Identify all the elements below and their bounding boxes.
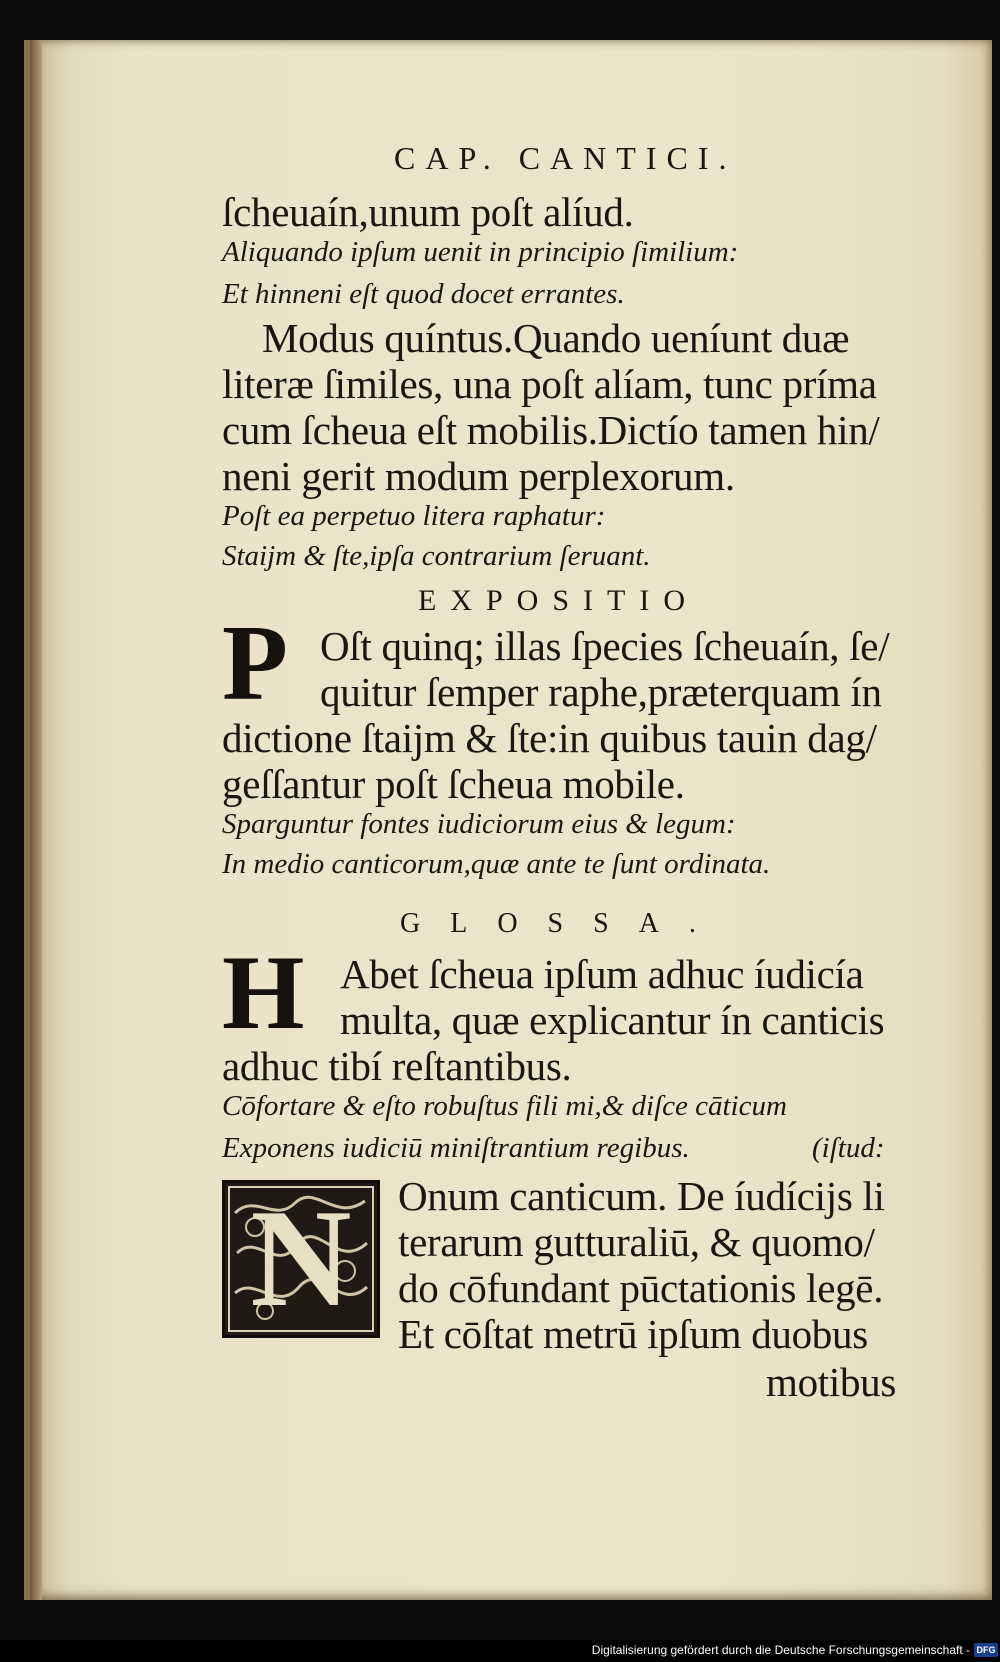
text-line: multa, quæ explicantur ín canticis [340, 997, 885, 1043]
funding-credit: Digitalisierung gefördert durch die Deutsche Forschungsgemeinschaft - [591, 1643, 970, 1657]
text-line: dictione ſtaijm & ſte:in quibus tauin dag/ [222, 715, 877, 761]
catchword: motibus [766, 1359, 897, 1405]
page-gutter [30, 40, 42, 1600]
text-line: literæ ſimiles, una poſt alíam, tunc príma [222, 361, 877, 407]
verse-line: Sparguntur fontes iudiciorum eius & legum: [222, 808, 736, 840]
text-line: neni gerit modum perplexorum. [222, 453, 735, 499]
text-line: Modus quíntus.Quando ueníunt duæ [262, 315, 850, 361]
verse-line: Poſt ea perpetuo litera raphatur: [222, 500, 606, 532]
running-head: CAP. CANTICI. [394, 140, 737, 176]
text-line: do cōfundant pūctationis legē. [398, 1265, 884, 1311]
section-heading: EXPOSITIO [418, 584, 699, 617]
verse-line: Et hinneni eſt quod docet errantes. [222, 278, 625, 310]
text-line: Oſt quinq; illas ſpecies ſcheuaín, ſe/ [320, 623, 890, 669]
verse-line: Exponens iudiciū miniſtrantium regibus. [222, 1132, 690, 1164]
verse-line: In medio canticorum,quæ ante te ſunt ordinata. [222, 848, 771, 880]
section-heading: GLOSSA. [400, 908, 726, 939]
woodcut-initial [222, 1180, 380, 1338]
dfg-logo-icon: DFG [974, 1643, 998, 1657]
footer-bar [0, 1640, 1000, 1662]
text-line: quitur ſemper raphe,præterquam ín [320, 669, 882, 715]
drop-capital: H [222, 934, 305, 1051]
text-line: Abet ſcheua ipſum adhuc íudicía [340, 951, 864, 997]
drop-capital: P [222, 604, 288, 723]
text-line: Et cōſtat metrū ipſum duobus [398, 1311, 868, 1357]
text-line: cum ſcheua eſt mobilis.Dictío tamen hin/ [222, 407, 880, 453]
text-line: geſſantur poſt ſcheua mobile. [222, 761, 685, 807]
text-line: adhuc tibí reſtantibus. [222, 1043, 572, 1089]
verse-line: Cōfortare & eſto robuſtus fili mi,& diſce cāticum [222, 1090, 787, 1122]
verse-line: Staijm & ſte,ipſa contrarium ſeruant. [222, 540, 651, 572]
verse-line: (iſtud: [812, 1132, 885, 1164]
text-line: Onum canticum. De íudícijs li [398, 1173, 885, 1219]
text-line: terarum gutturaliū, & quomo/ [398, 1219, 875, 1265]
verse-line: Aliquando ipſum uenit in principio ſimilium: [222, 236, 739, 268]
text-line: ſcheuaín,unum poſt alíud. [222, 189, 634, 235]
woodcut-letter: N [250, 1181, 352, 1336]
